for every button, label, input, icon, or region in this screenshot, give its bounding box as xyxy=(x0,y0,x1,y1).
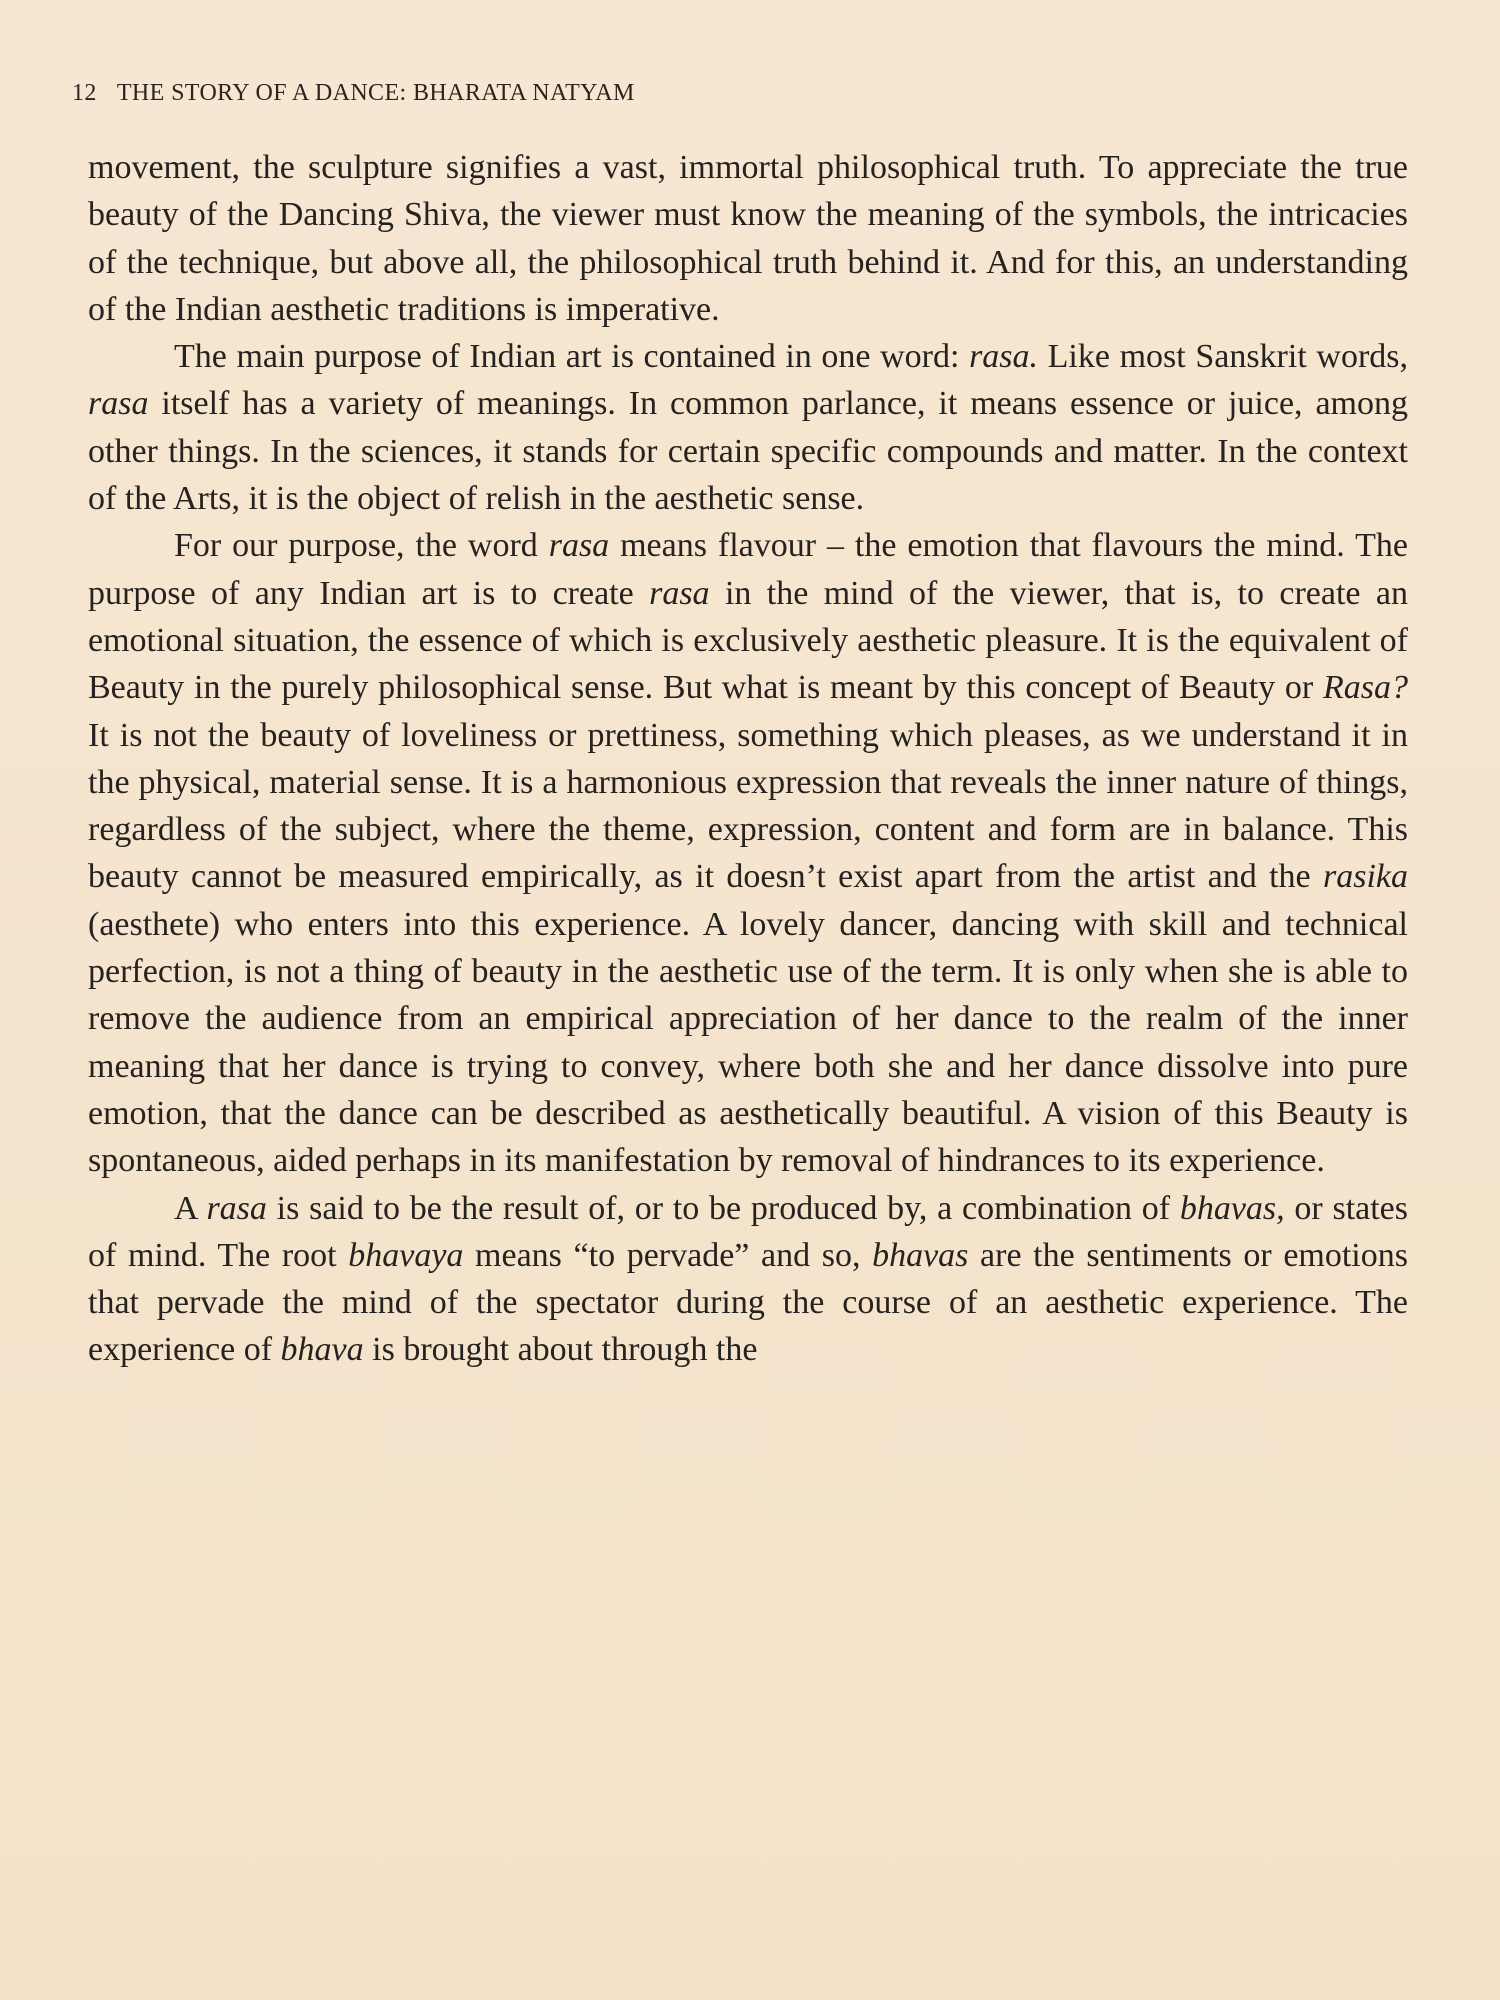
italic-term: bhavas, xyxy=(1179,1189,1285,1227)
paragraph-3 xyxy=(88,522,1408,1184)
text-segment: For our purpose, the word xyxy=(174,527,549,565)
text-segment: in the mind of the viewer, that is, to create an emotional situation, the essence of which is exclusively aesthetic pleasure. It is the equivalent of Beauty in the purely philosophical sense. But what is meant by this concept of Beauty or xyxy=(88,574,1408,707)
running-header xyxy=(72,80,635,107)
text-segment: movement, the sculpture signifies a vast, immortal philosophical truth. To appreciate the true beauty of the Dancing Shiva, the viewer must know the meaning of the symbols, the intricacies of the technique, but above all, the philosophical truth behind it. And for this, an understanding of the Indian aesthetic traditions is imperative. xyxy=(88,149,1408,328)
text-segment: is brought about through the xyxy=(363,1331,758,1369)
text-segment: or states of mind. The root xyxy=(88,1189,1408,1274)
italic-term: bhavaya xyxy=(348,1236,464,1274)
text-segment: means “to pervade” and so, xyxy=(463,1236,873,1274)
running-title: THE STORY OF A DANCE: BHARATA NATYAM xyxy=(116,80,635,106)
italic-term: rasa xyxy=(88,385,149,423)
italic-term: rasa. xyxy=(969,338,1039,376)
italic-term: rasa xyxy=(548,527,610,565)
paragraph-1 xyxy=(88,144,1408,333)
text-segment: itself has a variety of meanings. In common parlance, it means essence or juice, among other things. In the sciences, it stands for certain specific compounds and matter. In the context of the Arts, it is the object of relish in the aesthetic sense. xyxy=(88,385,1408,518)
text-segment: A xyxy=(174,1189,207,1227)
text-segment: The main purpose of Indian art is contained in one word: xyxy=(174,338,970,376)
text-segment: is said to be the result of, or to be produced by, a combination of xyxy=(266,1189,1180,1227)
text-segment: (aesthete) who enters into this experience. A lovely dancer, dancing with skill and technical perfection, is not a thing of beauty in the aesthetic use of the term. It is only when she is able to remove the audience from an empirical appreciation of her dance to the realm of the inner meaning that her dance is trying to convey, where both she and her dance dissolve into pure emotion, that the dance can be described as aesthetically beautiful. A vision of this Beauty is spontaneous, aided perhaps in its manifestation by removal of hindrances to its experience. xyxy=(88,905,1408,1180)
text-segment: Like most Sanskrit words, xyxy=(1038,338,1408,376)
body-text xyxy=(88,144,1408,1374)
italic-term: Rasa? xyxy=(1323,669,1408,707)
italic-term: bhavas xyxy=(872,1236,969,1274)
text-segment: means flavour – the emotion that flavours the mind. The purpose of any Indian art is to create xyxy=(88,527,1408,612)
paragraph-4 xyxy=(88,1185,1408,1374)
italic-term: rasa xyxy=(649,574,710,612)
italic-term: rasika xyxy=(1323,858,1408,896)
italic-term: rasa xyxy=(206,1189,267,1227)
italic-term: bhava xyxy=(280,1331,364,1369)
text-segment: are the sentiments or emotions that pervade the mind of the spectator during the course of an aesthetic experience. The experience of xyxy=(88,1236,1408,1369)
page-number: 12 xyxy=(72,80,97,106)
text-segment: It is not the beauty of loveliness or prettiness, something which pleases, as we understand it in the physical, material sense. It is a harmonious expression that reveals the inner nature of things, regardless of the subject, where the theme, expression, content and form are in balance. This beauty cannot be measured empirically, as it doesn’t exist apart from the artist and the xyxy=(88,716,1408,896)
paragraph-2 xyxy=(88,333,1408,522)
